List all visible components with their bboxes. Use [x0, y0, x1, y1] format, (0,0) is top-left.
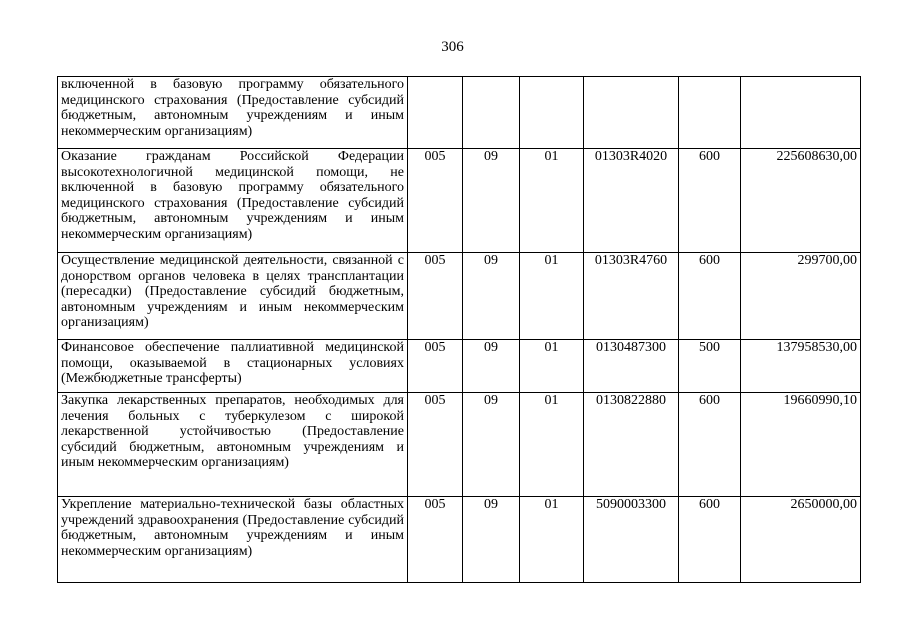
row-section-code: 09: [463, 253, 520, 340]
row-subsection-code: 01: [520, 253, 584, 340]
row-subsection-code: 01: [520, 149, 584, 253]
table-row: [58, 497, 861, 583]
row-expense-type-code: 600: [679, 497, 741, 583]
table-row: [58, 77, 861, 149]
row-target-article-code: 5090003300: [584, 497, 679, 583]
row-target-article-code: 0130822880: [584, 393, 679, 497]
row-amount: 19660990,10: [741, 393, 861, 497]
row-expense-type-code: 600: [679, 253, 741, 340]
row-section-code: 09: [463, 497, 520, 583]
row-subsection-code: 01: [520, 497, 584, 583]
budget-table: [57, 76, 861, 583]
row-expense-type-code: 600: [679, 149, 741, 253]
row-section-code: [463, 77, 520, 149]
row-amount: 299700,00: [741, 253, 861, 340]
row-target-article-code: [584, 77, 679, 149]
row-ministry-code: [408, 77, 463, 149]
row-amount: 2650000,00: [741, 497, 861, 583]
row-amount: 137958530,00: [741, 340, 861, 393]
row-ministry-code: 005: [408, 393, 463, 497]
row-section-code: 09: [463, 393, 520, 497]
table-row: [58, 340, 861, 393]
row-target-article-code: 01303R4020: [584, 149, 679, 253]
row-description: Финансовое обеспечение паллиативной медицинской помощи, оказываемой в стационарных условиях (Межбюджетные трансферты): [58, 340, 408, 393]
row-expense-type-code: 500: [679, 340, 741, 393]
row-amount: 225608630,00: [741, 149, 861, 253]
row-description: включенной в базовую программу обязательного медицинского страхования (Предоставление субсидий бюджетным, автономным учреждениям и иным некоммерческим организациям): [58, 77, 408, 149]
row-ministry-code: 005: [408, 497, 463, 583]
table-row: [58, 253, 861, 340]
row-section-code: 09: [463, 149, 520, 253]
row-subsection-code: 01: [520, 340, 584, 393]
row-ministry-code: 005: [408, 253, 463, 340]
row-description: Осуществление медицинской деятельности, связанной с донорством органов человека в целях трансплантации (пересадки) (Предоставление субсидий бюджетным, автономным учреждениям и иным некоммерческим организациям): [58, 253, 408, 340]
row-expense-type-code: [679, 77, 741, 149]
row-ministry-code: 005: [408, 149, 463, 253]
table-row: [58, 393, 861, 497]
row-amount: [741, 77, 861, 149]
row-description: Укрепление материально-технической базы областных учреждений здравоохранения (Предоставление субсидий бюджетным, автономным учреждениям и иным некоммерческим организациям): [58, 497, 408, 583]
row-subsection-code: [520, 77, 584, 149]
table-row: [58, 149, 861, 253]
row-description: Оказание гражданам Российской Федерации высокотехнологичной медицинской помощи, не включенной в базовую программу обязательного медицинского страхования (Предоставление субсидий бюджетным, автономным учреждениям и иным некоммерческим организациям): [58, 149, 408, 253]
row-ministry-code: 005: [408, 340, 463, 393]
row-target-article-code: 01303R4760: [584, 253, 679, 340]
row-description: Закупка лекарственных препаратов, необходимых для лечения больных с туберкулезом с широкой лекарственной устойчивостью (Предоставление субсидий бюджетным, автономным учреждениям и иным некоммерческим организациям): [58, 393, 408, 497]
row-target-article-code: 0130487300: [584, 340, 679, 393]
row-subsection-code: 01: [520, 393, 584, 497]
page-number: 306: [441, 39, 464, 55]
row-section-code: 09: [463, 340, 520, 393]
row-expense-type-code: 600: [679, 393, 741, 497]
